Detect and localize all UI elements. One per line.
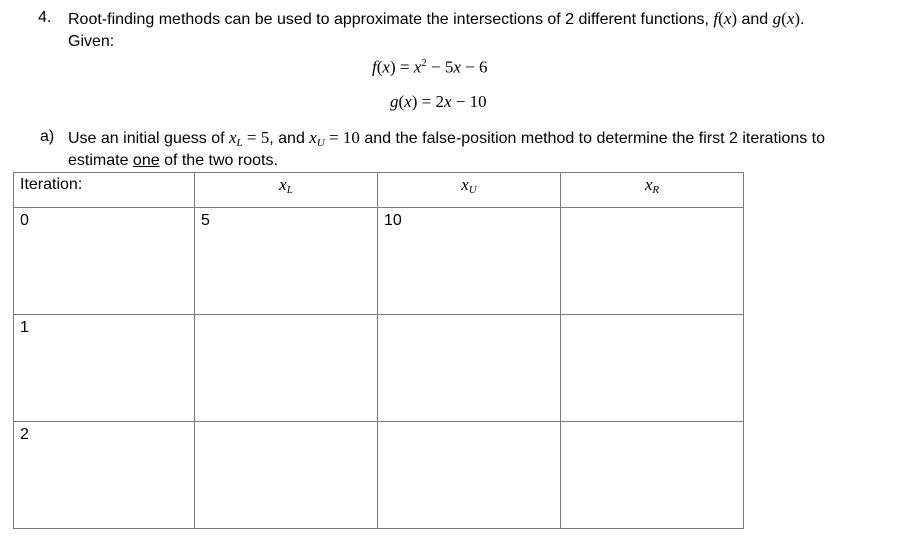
cell-iteration: 2 [14, 422, 195, 529]
equation-g: g(x) = 2x − 10 [390, 92, 487, 111]
cell-xr [561, 315, 744, 422]
part-a-line1: Use an initial guess of $x_L = 5$, and $x_U = 10$ and the false-position method to determine the first 2 iterations to [68, 128, 826, 149]
cell-xr [561, 422, 744, 529]
header-xl: $x_L$ [195, 173, 378, 208]
cell-xl [195, 422, 378, 529]
equation-f: $f(x) = x^2 - 5x - 6$ [372, 57, 488, 77]
header-iteration: Iteration: [14, 173, 195, 208]
cell-xl [195, 315, 378, 422]
given-label: Given: [68, 33, 115, 50]
iteration-table [13, 172, 744, 529]
cell-xu [378, 422, 561, 529]
question-number: 4. [38, 9, 52, 26]
table-row [14, 208, 744, 315]
cell-xl: 5 [195, 208, 378, 315]
table-header-row [14, 173, 744, 208]
part-a-line2: estimate one of the two roots. [68, 152, 278, 169]
cell-iteration: 1 [14, 315, 195, 422]
header-xr: $x_R$ [561, 173, 744, 208]
cell-iteration: 0 [14, 208, 195, 315]
underlined-one: one [132, 152, 160, 169]
cell-xu [378, 315, 561, 422]
header-xu: $x_U$ [378, 173, 561, 208]
table-row [14, 422, 744, 529]
cell-xu: 10 [378, 208, 561, 315]
cell-xr [561, 208, 744, 315]
table-row [14, 315, 744, 422]
question-text: Root-finding methods can be used to approximate the intersections of 2 different functions, f(x) and g(x). [68, 9, 805, 28]
part-a-label: a) [40, 128, 55, 145]
